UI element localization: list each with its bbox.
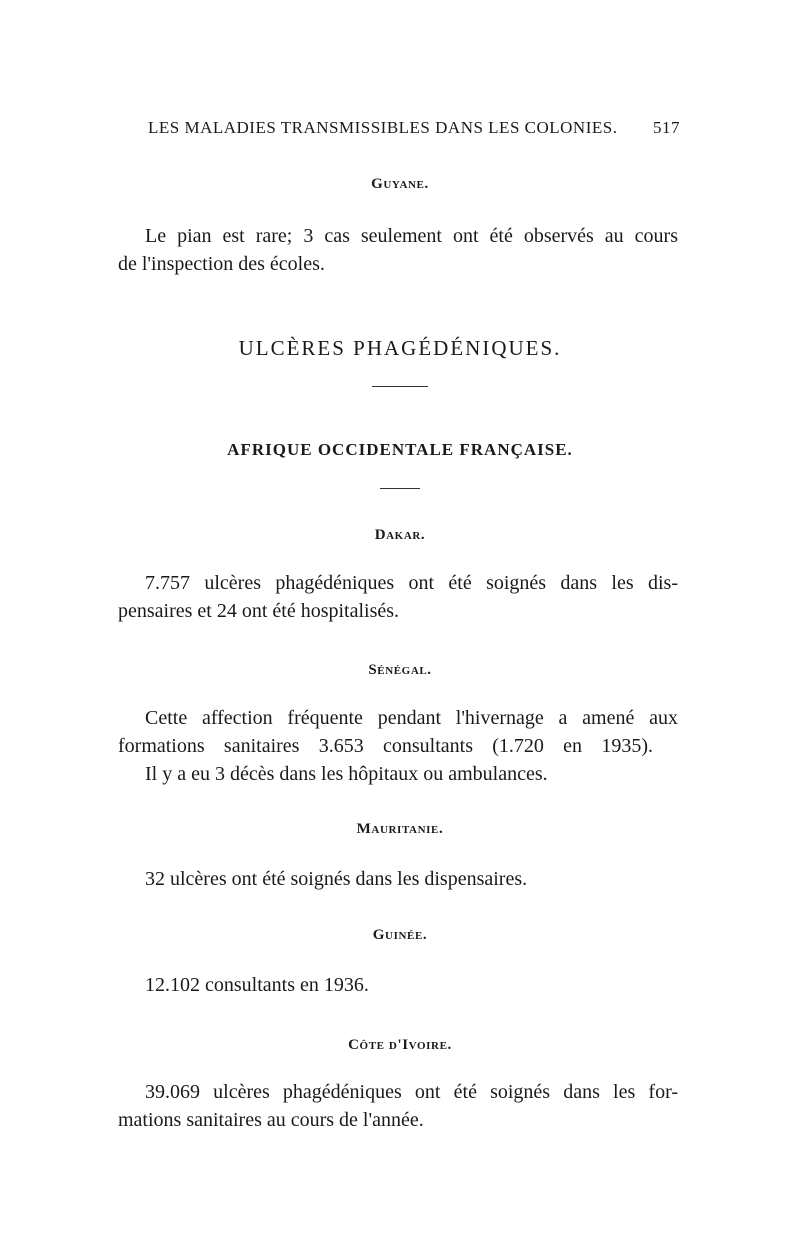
- senegal-line-1: Cette affection fréquente pendant l'hivernage a amené aux: [145, 707, 678, 729]
- page-number: 517: [653, 118, 680, 137]
- section-heading-dakar: Dakar.: [374, 527, 426, 543]
- cote-ivoire-line-2: mations sanitaires au cours de l'année.: [118, 1109, 424, 1131]
- guyane-line-1: Le pian est rare; 3 cas seulement ont été observés au cours: [145, 225, 678, 247]
- running-head-title: LES MALADIES TRANSMISSIBLES DANS LES COLONIES.: [148, 118, 618, 137]
- senegal-line-2: formations sanitaires 3.653 consultants (1.720 en 1935).: [118, 735, 653, 757]
- cote-ivoire-line-1: 39.069 ulcères phagédéniques ont été soignés dans les for-: [145, 1081, 678, 1103]
- section-heading-guyane: Guyane.: [371, 176, 429, 192]
- section-heading-senegal: Sénégal.: [368, 662, 432, 678]
- region-divider: [380, 488, 420, 489]
- region-heading: AFRIQUE OCCIDENTALE FRANÇAISE.: [227, 440, 573, 459]
- senegal-line-3: Il y a eu 3 décès dans les hôpitaux ou ambulances.: [145, 763, 548, 785]
- section-divider: [372, 386, 428, 387]
- guyane-line-2: de l'inspection des écoles.: [118, 253, 325, 275]
- section-heading-mauritanie: Mauritanie.: [356, 821, 444, 837]
- mauritanie-line-1: 32 ulcères ont été soignés dans les dispensaires.: [145, 868, 528, 890]
- section-heading-cote-ivoire: Côte d'Ivoire.: [348, 1037, 452, 1053]
- dakar-line-2: pensaires et 24 ont été hospitalisés.: [118, 600, 400, 622]
- main-heading: ULCÈRES PHAGÉDÉNIQUES.: [238, 336, 562, 360]
- section-heading-guinee: Guinée.: [372, 927, 428, 943]
- guinee-line-1: 12.102 consultants en 1936.: [145, 974, 369, 996]
- running-head: [148, 118, 680, 138]
- dakar-line-1: 7.757 ulcères phagédéniques ont été soignés dans les dis-: [145, 572, 678, 594]
